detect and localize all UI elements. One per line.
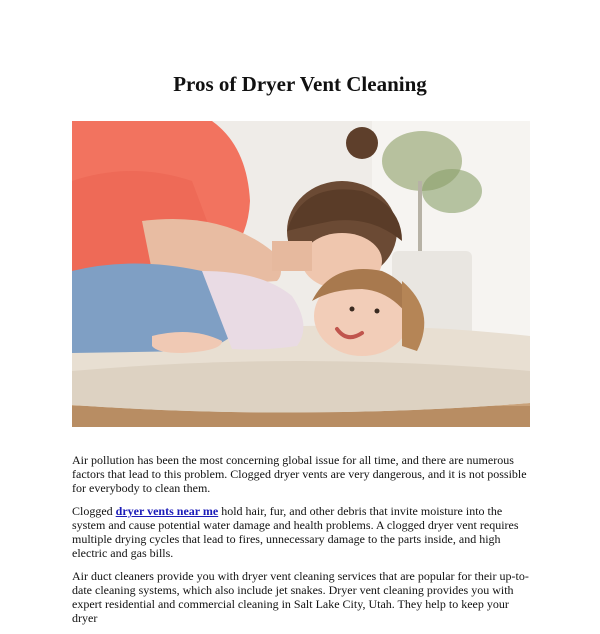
paragraph-intro: Air pollution has been the most concerning global issue for all time, and there are numerous factors that lead to this problem. Clogged dryer vents are very dangerous, and it is not possible for everybody to clean them. <box>72 453 527 495</box>
hero-photo <box>72 121 530 427</box>
paragraph-air-duct-cleaners: Air duct cleaners provide you with dryer vent cleaning services that are popular for their up-to-date cleaning systems, which also include jet snakes. Dryer vent cleaning provides you with expert residential and commercial cleaning in Salt Lake City, Utah. They help to keep your dryer <box>72 569 529 625</box>
mother-child-photo-icon <box>72 121 530 427</box>
article-body <box>72 453 530 634</box>
page-title: Pros of Dryer Vent Cleaning <box>173 72 427 96</box>
paragraph-clogged-vents <box>72 504 530 560</box>
paragraph-lead-text: Clogged <box>72 504 116 518</box>
paragraph-rest-text: hold hair, fur, and other debris that invite moisture into the system and cause potential water damage and health problems. A clogged dryer vent requires multiple drying cycles that lead to fires, unnecessary damage to the parts inside, and high electric and gas bills. <box>72 504 519 560</box>
dryer-vents-link[interactable]: dryer vents near me <box>115 504 219 518</box>
